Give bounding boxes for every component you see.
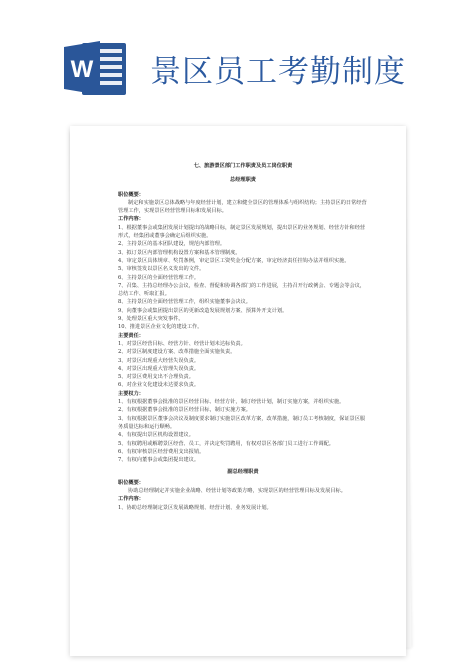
list-item: 1、协助总经理制定景区发展战略规划、经营计划、业务发展计划。 xyxy=(118,504,272,511)
dgm-overview: 协助总经理制定并实施企业战略、经营计划等政策方略，实现景区的经营管理目标及发展目标。 xyxy=(128,487,346,494)
list-item: 4、审定景区具体规章、奖罚条例，审定景区工资奖金分配方案，审定经济责任挂钩办法并组织实施。 xyxy=(118,257,350,264)
list-item: 1、根据董事会或集团发展计划提出的战略目标，制定景区发展规划，提出景区的业务规划、经营方针和经营形式，经集团或董事会确定后组织实施。 xyxy=(118,224,366,240)
list-item: 10、推进景区企业文化的建设工作。 xyxy=(118,324,203,331)
list-item: 6、主持景区的全面经营管理工作。 xyxy=(118,274,200,281)
list-item: 3、对景区出现重大经营失误负责。 xyxy=(118,357,200,364)
list-item: 4、有权提出景区机构设置建议。 xyxy=(118,432,194,439)
list-item: 4、对景区出现重大管理失误负责。 xyxy=(118,365,200,372)
gm-resp-head: 主要责任： xyxy=(118,332,144,339)
list-item: 1、有权根据董事会批准的景区经营目标、经营方针，制订经营计划，制订实施方案，并组织实施。 xyxy=(118,399,345,406)
list-item: 2、主持景区的基本团队建设，规范内部管理。 xyxy=(118,241,226,248)
list-item: 2、对景区制度建设方案、改革措施全面实施负责。 xyxy=(118,349,236,356)
list-item: 5、有权聘用或解聘景区经营、员工，并决定奖罚聘用，有权对景区各部门员工进行工作调配。 xyxy=(118,440,334,447)
gm-overview: 制定和实施景区总体战略与年度经营计划，建立和健全景区的管理体系与组织结构；主持景区的日常经营管理工作，实现景区经营管理目标和发展目标。 xyxy=(118,199,367,215)
list-item: 5、对景区费用支出不合理负责。 xyxy=(118,374,194,381)
list-item: 7、有权向董事会或集团提出建议。 xyxy=(118,457,200,464)
gm-overview-head: 职位概要： xyxy=(118,191,144,198)
gm-work-list xyxy=(118,224,368,332)
gm-resp-list xyxy=(118,340,368,390)
gm-auth-list xyxy=(118,398,368,464)
list-item: 3、有权根据景区董事会决议及制度要求制订实施景区改革方案，改革措施，制订员工考核制度，保证景区服务质量达标和运行顺畅。 xyxy=(118,415,366,430)
header-banner xyxy=(0,0,474,120)
list-item: 3、拟订景区内部管理机构设置方案和基本管理制度。 xyxy=(118,249,241,256)
list-item: 6、有权审核景区经营费用支出报销。 xyxy=(118,448,205,455)
dgm-title: 副总经理职责 xyxy=(227,469,259,476)
svg-text:W: W xyxy=(70,56,94,83)
dgm-overview-head: 职位概要： xyxy=(118,479,144,486)
list-item: 8、主持景区的全面经营管理工作，组织实施董事会决议。 xyxy=(118,299,251,306)
gm-auth-head: 主要权力： xyxy=(118,390,144,397)
document-body xyxy=(118,162,368,512)
document-page xyxy=(70,126,406,656)
list-item: 1、对景区经营目标、经营方针、经营计划未达标负责。 xyxy=(118,340,246,347)
gm-work-head: 工作内容： xyxy=(118,216,144,223)
list-item: 5、审核签发以景区名义发出的文件。 xyxy=(118,266,205,273)
list-item: 7、召集、主持总经理办公会议，检查、督促和协调各部门的工作进展，主持召开行政例会、专题会等会议，总结工作、听取汇报。 xyxy=(118,282,366,298)
list-item: 9、处理景区重大突发事件。 xyxy=(118,316,184,323)
gm-title: 总经理职责 xyxy=(230,177,256,184)
list-item: 9、向董事会或集团提出景区的更新改造发展规划方案、预算外开支计划。 xyxy=(118,307,288,314)
list-item: 6、对企业文化建设未达要求负责。 xyxy=(118,382,200,389)
section-title: 七、旅游景区部门工作职责及员工岗位职责 xyxy=(193,163,293,169)
dgm-work-head: 工作内容： xyxy=(118,496,144,503)
page-title: 景区员工考勤制度 xyxy=(150,54,406,90)
word-icon xyxy=(64,37,130,99)
list-item: 2、有权根据董事会批准的景区经营目标，制订实施方案。 xyxy=(118,407,251,414)
